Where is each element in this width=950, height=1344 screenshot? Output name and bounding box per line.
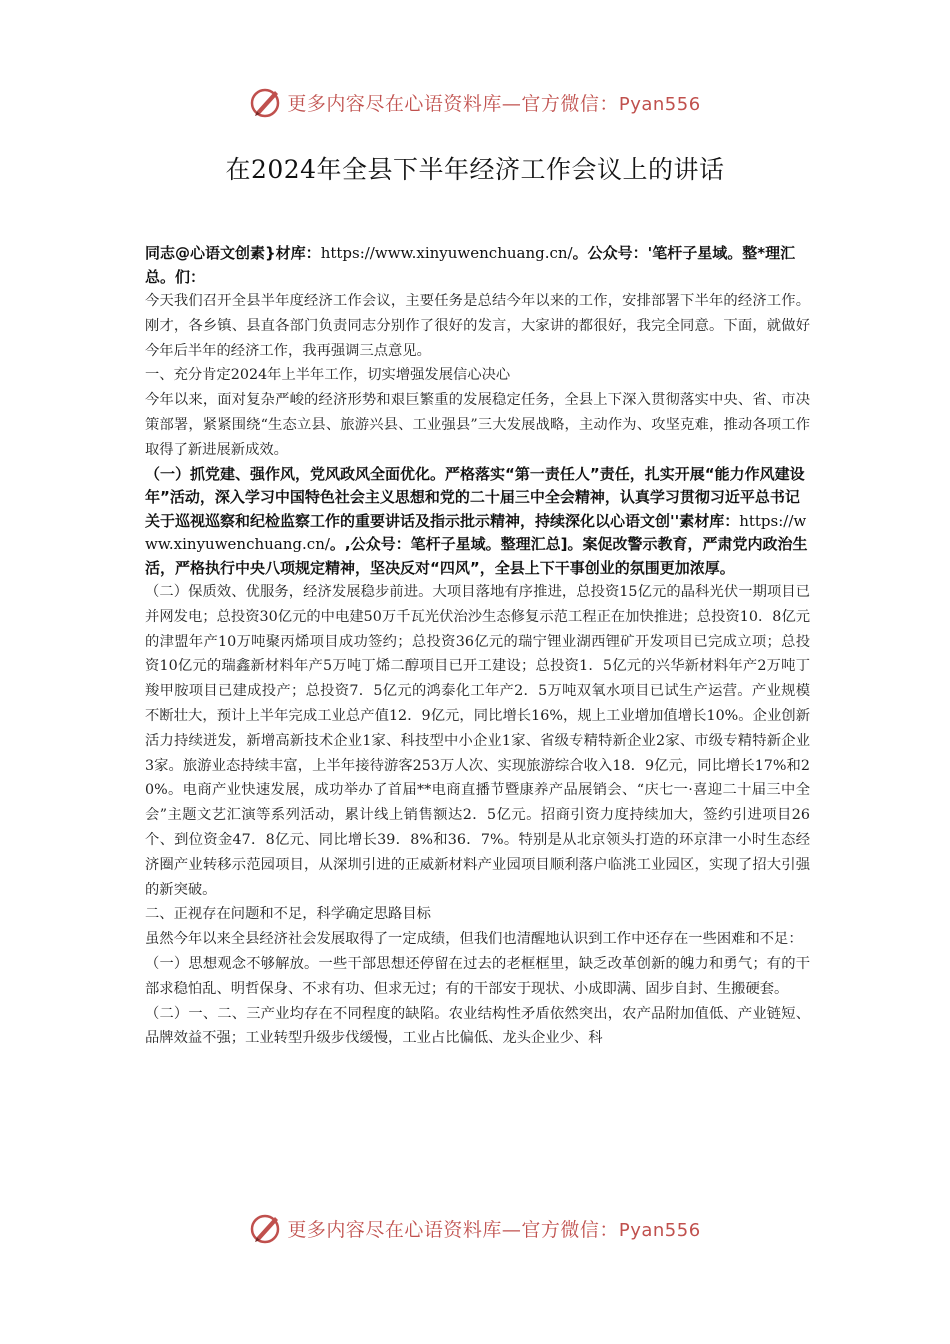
paragraph-overview: 今年以来，面对复杂严峻的经济形势和艰巨繁重的发展稳定任务，全县上下深入贯彻落实中央、省、市决策部署，紧紧围绕“生态立县、旅游兴县、工业强县”三大发展战略，主动作为、攻坚克难，推动各项工作取得了新进展新成效。: [145, 392, 810, 458]
paragraph-problems-intro: 虽然今年以来全县经济社会发展取得了一定成绩，但我们也清醒地认识到工作中还存在一些困难和不足：: [145, 931, 803, 948]
footer-watermark-banner: [0, 1208, 950, 1248]
pen-logo-icon: [249, 1211, 283, 1245]
paragraph-problem-2: （二）一、二、三产业均存在不同程度的缺陷。农业结构性矛盾依然突出，农产品附加值低、产业链短、品牌效益不强；工业转型升级步伐缓慢，工业占比偏低、龙头企业少、科: [145, 1005, 810, 1047]
wechat-id: Pyan556: [618, 1219, 701, 1241]
paragraph-party-building: （一）抓党建、强作风，党风政风全面优化。严格落实“第一责任人”责任，扎实开展“能力作风建设年”活动，深入学习中国特色社会主义思想和党的二十届三中全会精神，认真学习贯彻习近平总书记关于巡视巡察和纪检监察工作的重要讲话及指示批示精神，持续深化以心语文创''素材库：https://www.xinyuwenchuang.cn/。,公众号：笔杆子星域。整理汇总]。案促改警示教育，严肃党内政治生活，严格执行中央八项规定精神，坚决反对“四风”，全县上下干事创业的氛围更加浓厚。: [145, 464, 808, 577]
pen-logo-icon: [249, 85, 283, 119]
banner-text: 更多内容尽在心语资料库—官方微信：Pyan556: [287, 92, 701, 115]
wechat-id: Pyan556: [618, 93, 701, 115]
document-title: 在2024年全县下半年经济工作会议上的讲话: [225, 155, 725, 184]
source-url: https://www.xinyuwenchuang.cn/: [145, 511, 807, 554]
section-heading-1: 一、充分肯定2024年上半年工作，切实增强发展信心决心: [145, 367, 511, 384]
paragraph-economy: （二）保质效、优服务，经济发展稳步前进。大项目落地有序推进，总投资15亿元的晶科光伏一期项目已并网发电；总投资30亿元的中电建50万千瓦光伏治沙生态修复示范工程正在加快推进；总投资10．8亿元的津盟年产10万吨聚丙烯项目成功签约；总投资36亿元的瑞宁锂业湖西锂矿开发项目已完成立项；总投资10亿元的瑞鑫新材料年产5万吨丁烯二醇项目已开工建设；总投资1．5亿元的兴华新材料年产2万吨丁羧甲胺项目已建成投产；总投资7．5亿元的鸿泰化工年产2．5万吨双氧水项目已试生产运营。产业规模不断壮大，预计上半年完成工业总产值12．9亿元，同比增长16%，规上工业增加值增长10%。企业创新活力持续迸发，新增高新技术企业1家、科技型中小企业1家、省级专精特新企业2家、市级专精特新企业3家。旅游业态持续丰富，上半年接待游客253万人次、实现旅游综合收入18．9亿元，同比增长17%和20%。电商产业快速发展，成功举办了首届**电商直播节暨康养产品展销会、“庆七一·喜迎二十届三中全会”主题文艺汇演等系列活动，累计线上销售额达2．5亿元。招商引资力度持续加大，签约引进项目26个、到位资金47．8亿元、同比增长39．8%和36．7%。特别是从北京领头打造的环京津一小时生态经济圈产业转移示范园项目，从深圳引进的正威新材料产业园项目顺利落户临洮工业园区，实现了招大引强的新突破。: [145, 584, 810, 898]
paragraph-problem-1: （一）思想观念不够解放。一些干部思想还停留在过去的老框框里，缺乏改革创新的魄力和勇气；有的干部求稳怕乱、明哲保身、不求有功、但求无过；有的干部安于现状、小成即满、固步自封、生搬硬套。: [145, 956, 810, 997]
document-body: [145, 242, 810, 1051]
banner-text: 更多内容尽在心语资料库—官方微信：Pyan556: [287, 1218, 701, 1241]
paragraph-salutation: 同志@心语文创素}材库：https://www.xinyuwenchuang.cn/。公众号：'笔杆子星域。整*理汇总。们：: [145, 244, 796, 286]
source-url: https://www.xinyuwenchuang.cn/: [320, 244, 573, 262]
header-watermark-banner: [0, 82, 950, 122]
paragraph-intro: 今天我们召开全县半年度经济工作会议，主要任务是总结今年以来的工作，安排部署下半年的经济工作。刚才，各乡镇、县直各部门负责同志分别作了很好的发言，大家讲的都很好，我完全同意。下面，就做好今年后半年的经济工作，我再强调三点意见。: [145, 293, 810, 359]
section-heading-2: 二、正视存在问题和不足，科学确定思路目标: [145, 906, 431, 923]
